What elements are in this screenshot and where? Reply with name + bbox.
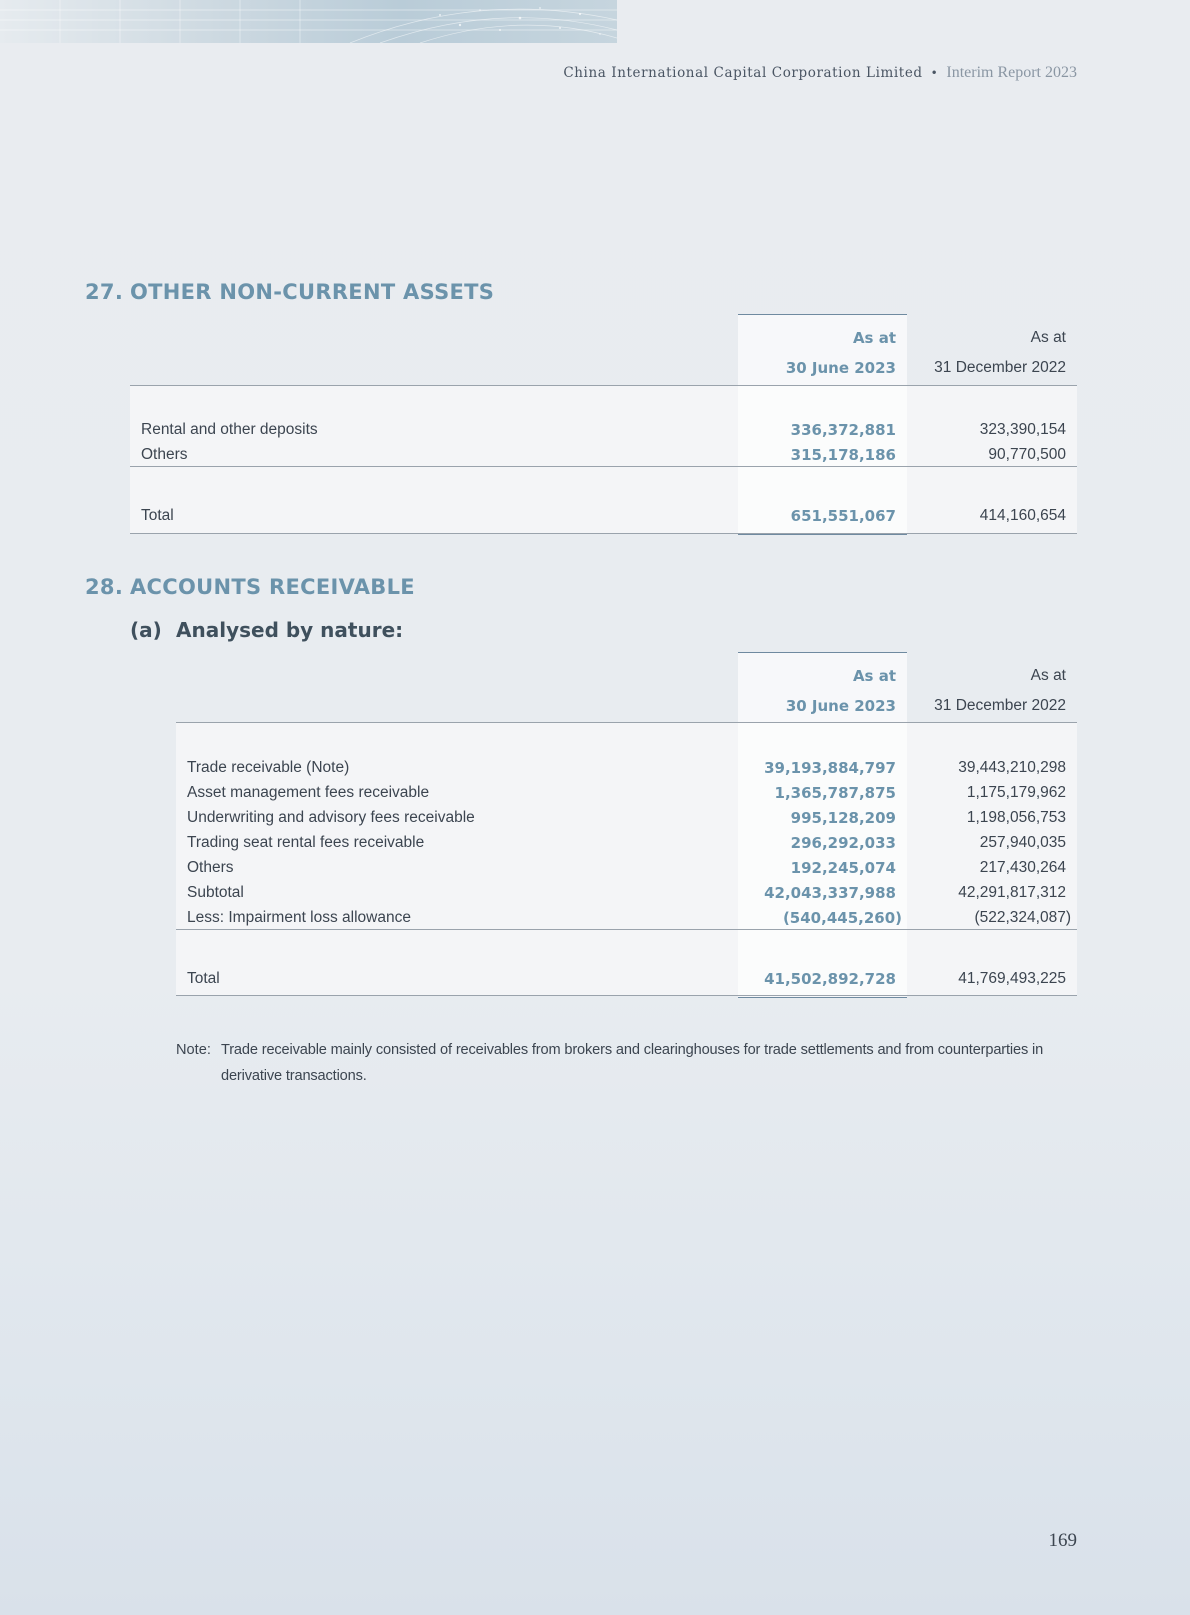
banner-pattern [0, 0, 617, 43]
row-label: Subtotal [187, 884, 244, 901]
row-label: Trading seat rental fees receivable [187, 834, 425, 851]
subtotal-rule [176, 929, 1077, 930]
section-27-title: OTHER NON-CURRENT ASSETS [130, 280, 495, 304]
col-current-line1: As at [852, 329, 896, 347]
subsection-title: Analysed by nature: [176, 618, 404, 642]
section-28-heading [85, 575, 415, 599]
section-27-heading [85, 280, 494, 304]
section-27-number: 27. [85, 280, 124, 304]
total-current-value: 651,551,067 [790, 507, 896, 525]
col-previous-line2: 31 December 2022 [934, 697, 1066, 714]
row-previous-value: 39,443,210,298 [958, 759, 1066, 776]
col-previous-line1: As at [1030, 667, 1066, 684]
table-other-non-current-assets [130, 314, 1077, 534]
col-previous-line2: 31 December 2022 [934, 359, 1066, 376]
col-current-line1: As at [852, 667, 896, 685]
header-rule [130, 385, 1077, 386]
row-previous-value: 1,175,179,962 [966, 784, 1066, 801]
subsection-a-heading [130, 618, 403, 642]
row-previous-value: 257,940,035 [979, 834, 1066, 851]
row-current-value: 296,292,033 [790, 834, 896, 852]
note-text: Trade receivable mainly consisted of receivables from brokers and clearinghouses for trade settlements and from counterparties in derivative transactions. [221, 1042, 1044, 1084]
col-previous-line1: As at [1030, 329, 1066, 346]
section-28-number: 28. [85, 575, 124, 599]
company-name: China International Capital Corporation Limited [563, 65, 923, 81]
total-label: Total [141, 507, 174, 524]
row-label: Underwriting and advisory fees receivable [187, 809, 475, 826]
row-current-value: 192,245,074 [790, 859, 896, 877]
row-current-value: 39,193,884,797 [764, 759, 896, 777]
row-current-value: 336,372,881 [790, 421, 896, 439]
total-previous-value: 414,160,654 [979, 507, 1066, 524]
report-name: Interim Report 2023 [946, 64, 1077, 81]
table-accounts-receivable [176, 652, 1077, 997]
table-body-background [130, 385, 1077, 533]
running-header [563, 64, 1077, 82]
table-note [176, 1037, 1078, 1089]
row-current-value: 995,128,209 [790, 809, 896, 827]
row-current-value: 1,365,787,875 [774, 784, 896, 802]
row-label: Trade receivable (Note) [187, 759, 350, 776]
subsection-letter: (a) [130, 618, 162, 642]
row-label: Others [187, 859, 234, 876]
subtotal-rule [130, 466, 1077, 467]
bottom-rule [130, 533, 1077, 534]
row-label: Others [141, 446, 188, 463]
row-current-value: 315,178,186 [790, 446, 896, 464]
bottom-rule [176, 995, 1077, 996]
note-lead: Note: [176, 1042, 211, 1058]
header-rule [176, 722, 1077, 723]
col-current-line2: 30 June 2023 [785, 697, 896, 715]
row-previous-value: 42,291,817,312 [958, 884, 1066, 901]
row-previous-value: 1,198,056,753 [966, 809, 1066, 826]
row-label: Less: Impairment loss allowance [187, 909, 411, 926]
row-previous-value: 217,430,264 [979, 859, 1066, 876]
total-previous-value: 41,769,493,225 [958, 970, 1066, 987]
row-label: Rental and other deposits [141, 421, 318, 438]
page-number: 169 [1048, 1530, 1077, 1551]
total-current-value: 41,502,892,728 [764, 970, 896, 988]
total-label: Total [187, 970, 220, 987]
row-previous-value: (522,324,087) [974, 909, 1071, 926]
col-current-line2: 30 June 2023 [785, 359, 896, 377]
row-current-value: (540,445,260) [782, 909, 902, 927]
section-28-title: ACCOUNTS RECEIVABLE [130, 575, 415, 599]
header-separator: • [930, 66, 939, 80]
row-previous-value: 323,390,154 [979, 421, 1066, 438]
row-previous-value: 90,770,500 [988, 446, 1066, 463]
row-label: Asset management fees receivable [187, 784, 430, 801]
header-banner-image [0, 0, 617, 43]
row-current-value: 42,043,337,988 [764, 884, 896, 902]
